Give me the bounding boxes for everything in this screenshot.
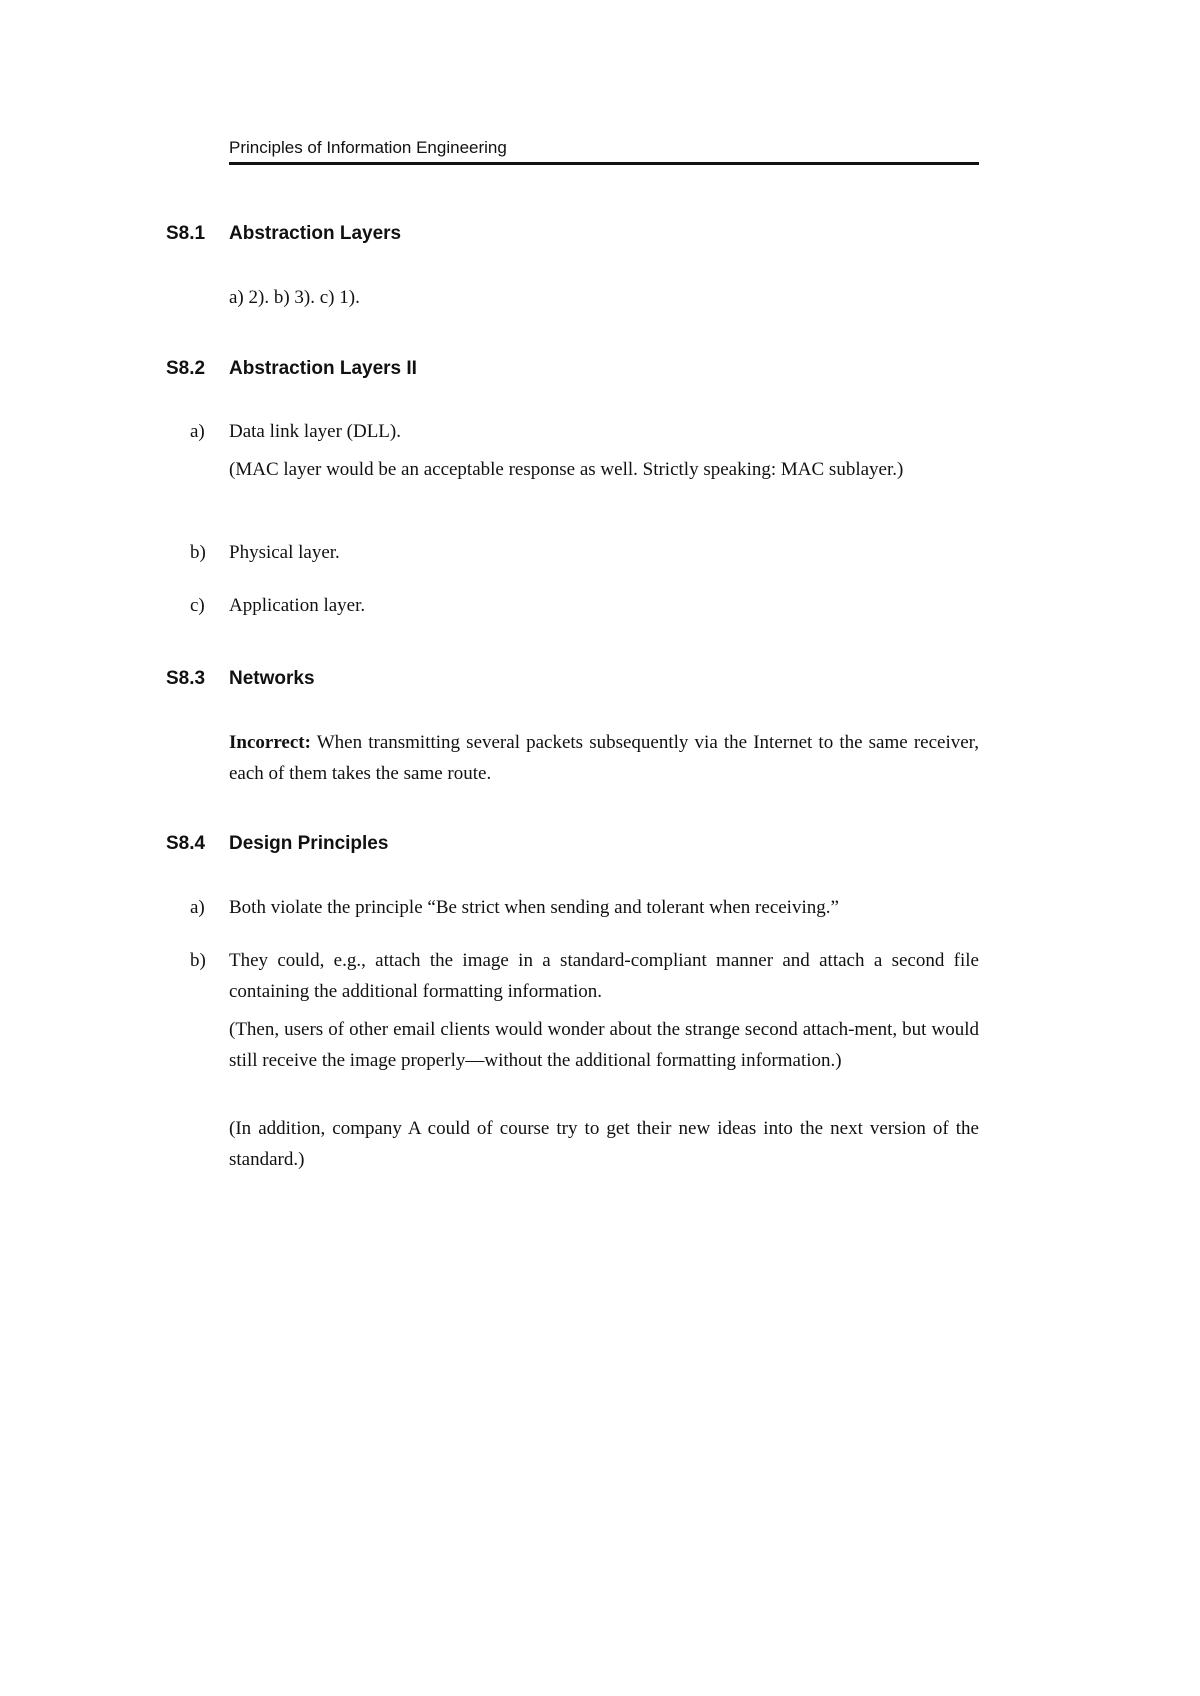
section-title: Abstraction Layers II	[229, 358, 417, 379]
item-label-b: b)	[190, 542, 206, 563]
item-label-c: c)	[190, 595, 205, 616]
s8-2-item-a-note: (MAC layer would be an acceptable response as well. Strictly speaking: MAC sublayer.)	[229, 459, 904, 480]
s8-3-answer	[229, 727, 979, 789]
answer-lead: Incorrect:	[229, 732, 311, 753]
section-heading-s8-2	[166, 356, 417, 382]
section-title: Networks	[229, 668, 315, 689]
section-title: Design Principles	[229, 833, 389, 854]
item-label-b: b)	[190, 950, 206, 971]
item-label-a: a)	[190, 897, 205, 918]
s8-2-item-c-text: Application layer.	[229, 595, 366, 616]
section-number: S8.3	[166, 668, 206, 689]
s8-4-item-b-note-1: (Then, users of other email clients would wonder about the strange second attach-ment, but would still receive the image properly—without the additional formatting information.)	[229, 1019, 979, 1071]
section-number: S8.2	[166, 358, 206, 379]
s8-2-item-b-text: Physical layer.	[229, 542, 340, 563]
header-title: Principles of Information Engineering	[229, 138, 507, 157]
s8-4-item-b-text: They could, e.g., attach the image in a standard-compliant manner and attach a second file containing the additional formatting information.	[229, 950, 979, 1002]
section-number: S8.1	[166, 223, 206, 244]
page-header	[229, 132, 979, 165]
item-label-a: a)	[190, 421, 205, 442]
answer-text: When transmitting several packets subsequently via the Internet to the same receiver, each of them takes the same route.	[229, 732, 979, 784]
section-heading-s8-1	[166, 221, 401, 247]
section-heading-s8-4	[166, 831, 388, 857]
section-number: S8.4	[166, 833, 206, 854]
s8-1-answer: a) 2). b) 3). c) 1).	[229, 287, 360, 308]
section-title: Abstraction Layers	[229, 223, 402, 244]
s8-2-item-a-text: Data link layer (DLL).	[229, 421, 401, 442]
s8-4-item-b-note-2: (In addition, company A could of course try to get their new ideas into the next version of the standard.)	[229, 1118, 979, 1170]
s8-4-item-a-text: Both violate the principle “Be strict when sending and tolerant when receiving.”	[229, 897, 839, 918]
section-heading-s8-3	[166, 666, 315, 692]
